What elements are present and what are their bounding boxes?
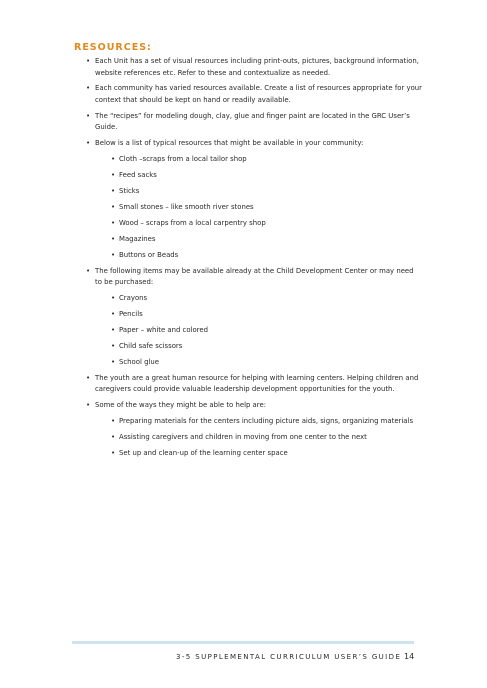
- sub-list-item: • Buttons or Beads: [111, 250, 422, 262]
- list-item: [86, 111, 422, 134]
- page-number: 14: [404, 652, 415, 661]
- footer-divider: [72, 641, 414, 644]
- section-heading: RESOURCES:: [74, 42, 152, 53]
- youth-help-list: [95, 416, 422, 459]
- list-item: [86, 83, 422, 106]
- list-item-text: Some of the ways they might be able to help are:: [95, 400, 267, 409]
- list-item: [86, 266, 422, 369]
- sub-list-item: • Feed sacks: [111, 170, 422, 182]
- list-item-text: The “recipes” for modeling dough, clay, glue and finger paint are located in the GRC User’s Guide.: [95, 111, 410, 132]
- list-item: [86, 400, 422, 459]
- sub-list-item: • Sticks: [111, 186, 422, 198]
- cdc-items-list: [95, 293, 422, 368]
- list-item: [86, 373, 422, 396]
- list-item-text: The youth are a great human resource for helping with learning centers. Helping children and caregivers could provide valuable leadership development opportunities for the youth.: [95, 373, 419, 394]
- sub-list-item: • Paper – white and colored: [111, 325, 422, 337]
- footer-title: 3-5 SUPPLEMENTAL CURRICULUM USER’S GUIDE: [176, 653, 402, 661]
- sub-list-item: • Cloth –scraps from a local tailor shop: [111, 154, 422, 166]
- community-resources-list: [95, 154, 422, 261]
- sub-list-item: • Wood – scraps from a local carpentry shop: [111, 218, 422, 230]
- sub-list-item: • Crayons: [111, 293, 422, 305]
- resources-list: [86, 56, 422, 464]
- sub-list-item: • Magazines: [111, 234, 422, 246]
- sub-list-item: • Small stones – like smooth river stones: [111, 202, 422, 214]
- list-item-text: Each Unit has a set of visual resources including print-outs, pictures, background information, website references etc. Refer to these and contextualize as needed.: [95, 57, 419, 77]
- list-item: [86, 138, 422, 261]
- list-item-text: Below is a list of typical resources that might be available in your community:: [95, 139, 364, 148]
- sub-list-item: • Assisting caregivers and children in moving from one center to the next: [111, 432, 422, 444]
- list-item: [86, 56, 422, 79]
- list-item-text: The following items may be available already at the Child Development Center or may need to be purchased:: [95, 266, 414, 286]
- sub-list-item: • Pencils: [111, 309, 422, 321]
- sub-list-item: • School glue: [111, 357, 422, 369]
- sub-list-item: • Child safe scissors: [111, 341, 422, 353]
- sub-list-item: • Set up and clean-up of the learning center space: [111, 448, 422, 460]
- sub-list-item: • Preparing materials for the centers including picture aids, signs, organizing materials: [111, 416, 422, 428]
- list-item-text: Each community has varied resources available. Create a list of resources appropriate for your context that should be kept on hand or readily available.: [95, 84, 422, 104]
